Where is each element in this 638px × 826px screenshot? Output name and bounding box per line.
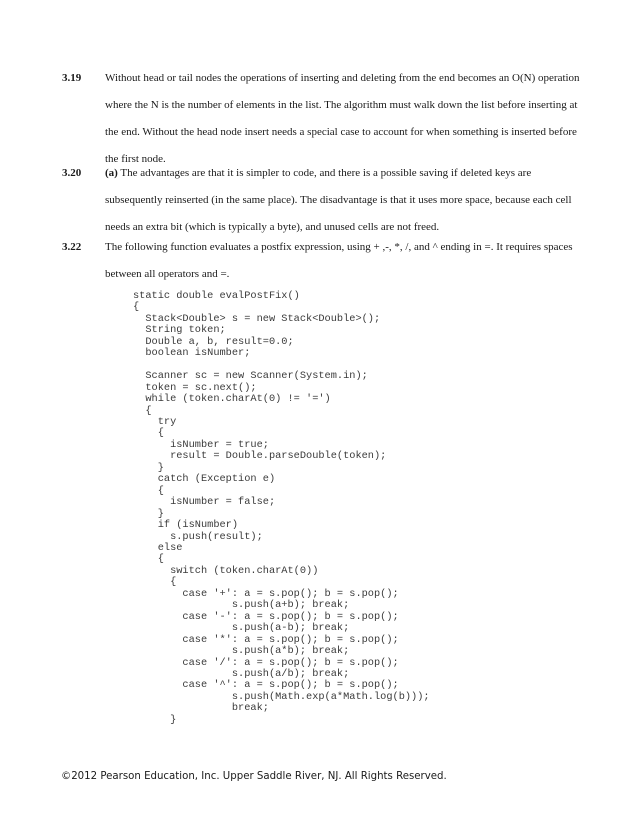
problem-text-line: the first node. [105,153,166,165]
problem-number: 3.20 [62,167,82,179]
problem-text-line: the end. Without the head node insert needs a special case to account for when something is inserted before [105,126,577,138]
copyright-footer: ©2012 Pearson Education, Inc. Upper Saddle River, NJ. All Rights Reserved. [61,771,447,782]
problem-text-line: Without head or tail nodes the operations of inserting and deleting from the end becomes an O(N) operation [105,72,580,84]
problem-text-line: The following function evaluates a postfix expression, using + ,-, *, /, and ^ ending in =. It requires spaces [105,241,573,253]
problem-text-segment: The advantages are that it is simpler to code, and there is a possible saving if deleted keys are [120,167,532,179]
problem-text-line: subsequently reinserted (in the same place). The disadvantage is that it uses more space, because each cell [105,194,572,206]
problem-number: 3.19 [62,72,82,84]
problem-text-line: needs an extra bit (which is typically a byte), and unused cells are not freed. [105,221,440,233]
problem-number: 3.22 [62,241,82,253]
code-listing: static double evalPostFix() { Stack<Double> s = new Stack<Double>(); String token; Double a, b, result=0.0; boolean isNumber; Scanner sc = new Scanner(System.in); token = sc.next(); while (token.charAt(0) != '=') { try { isNumber = true; result = Double.parseDouble(token); } catch (Exception e) { isNumber = false; } if (isNumber) s.push(result); else { switch (token.charAt(0)) { case '+': a = s.pop(); b = s.pop(); s.push(a+b); break; case '-': a = s.pop(); b = s.pop(); s.push(a-b); break; case '*': a = s.pop(); b = s.pop(); s.push(a*b); break; case '/': a = s.pop(); b = s.pop(); s.push(a/b); break; case '^': a = s.pop(); b = s.pop(); s.push(Math.exp(a*Math.log(b))); break; } [133,290,430,726]
problem-text-line: between all operators and =. [105,268,230,280]
part-label: (a) [105,167,118,179]
problem-text-line: where the N is the number of elements in the list. The algorithm must walk down the list before inserting at [105,99,578,111]
problem-text-line [105,166,531,180]
